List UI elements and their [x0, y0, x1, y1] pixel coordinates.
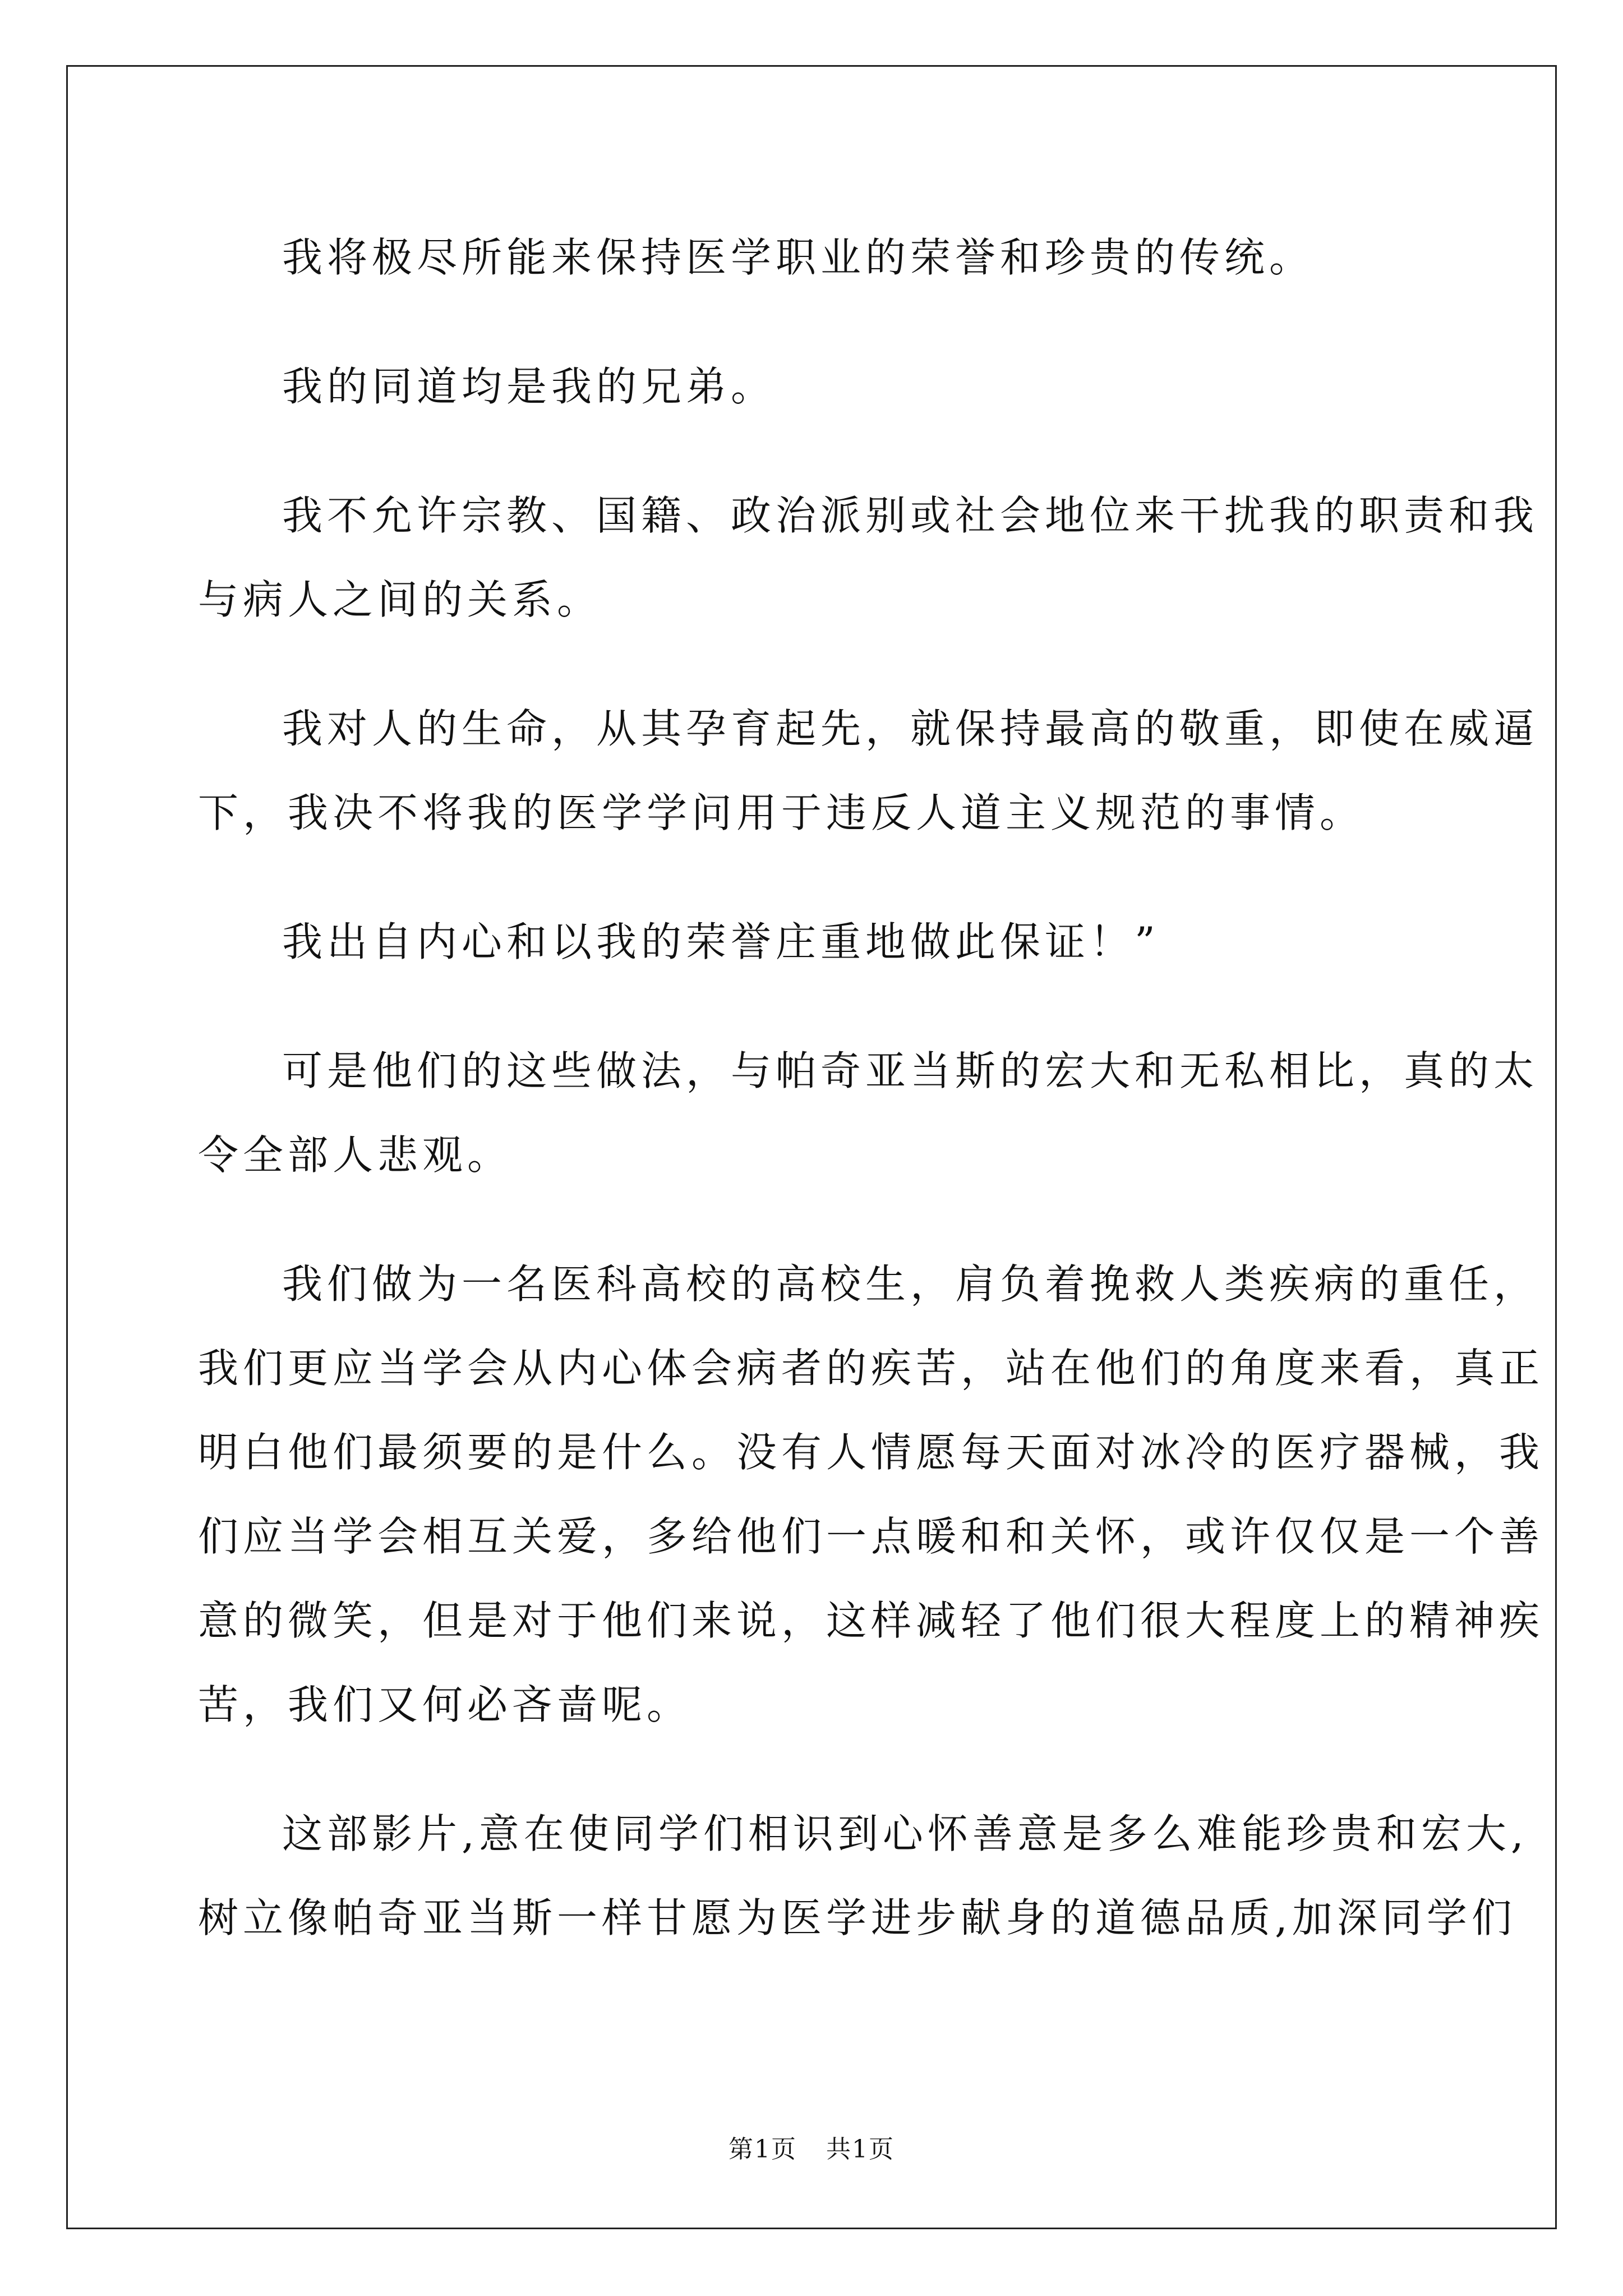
paragraph [198, 473, 1539, 642]
text-line: 我不允许宗教、国籍、政治派别或社会地位来干扰我的职责和我 [282, 492, 1539, 539]
paragraph [198, 1242, 1544, 1747]
document-body [198, 215, 1544, 2005]
text-line: 我们更应当学会从内心体会病者的疾苦，站在他们的角度来看，真正 [198, 1345, 1544, 1392]
text-line: 我们做为一名医科高校的高校生，肩负着挽救人类疾病的重任， [282, 1260, 1539, 1308]
text-line: 我出自内心和以我的荣誉庄重地做此保证！” [282, 918, 1160, 965]
text-line: 下，我决不将我的医学学问用于违反人道主义规范的事情。 [198, 789, 1365, 836]
page-number-total: 共1页 [826, 2135, 895, 2164]
text-line: 明白他们最须要的是什么。没有人情愿每天面对冰冷的医疗器械，我 [198, 1429, 1544, 1476]
text-line: 令全部人悲观。 [198, 1131, 513, 1179]
text-line: 我将极尽所能来保持医学职业的荣誉和珍贵的传统。 [282, 234, 1315, 281]
paragraph [198, 1029, 1539, 1197]
paragraph [198, 900, 1429, 984]
text-line: 们应当学会相互关爱，多给他们一点暖和和关怀，或许仅仅是一个善 [198, 1513, 1544, 1560]
paragraph [198, 687, 1539, 855]
text-line: 我的同道均是我的兄弟。 [282, 363, 776, 410]
page-footer [0, 2129, 1623, 2165]
text-line: 苦，我们又何必吝啬呢。 [198, 1681, 692, 1728]
text-line: 可是他们的这些做法，与帕奇亚当斯的宏大和无私相比，真的太 [282, 1047, 1539, 1094]
paragraph [198, 1792, 1528, 1960]
text-line: 这部影片,意在使同学们相识到心怀善意是多么难能珍贵和宏大, [282, 1810, 1528, 1857]
text-line: 树立像帕奇亚当斯一样甘愿为医学进步献身的道德品质,加深同学们 [198, 1894, 1516, 1941]
paragraph [198, 344, 1429, 429]
page-number-current: 第1页 [728, 2135, 797, 2164]
text-line: 我对人的生命，从其孕育起先，就保持最高的敬重，即使在威逼 [282, 705, 1539, 752]
paragraph [198, 215, 1429, 300]
text-line: 与病人之间的关系。 [198, 576, 602, 623]
text-line: 意的微笑，但是对于他们来说，这样减轻了他们很大程度上的精神疾 [198, 1597, 1544, 1644]
